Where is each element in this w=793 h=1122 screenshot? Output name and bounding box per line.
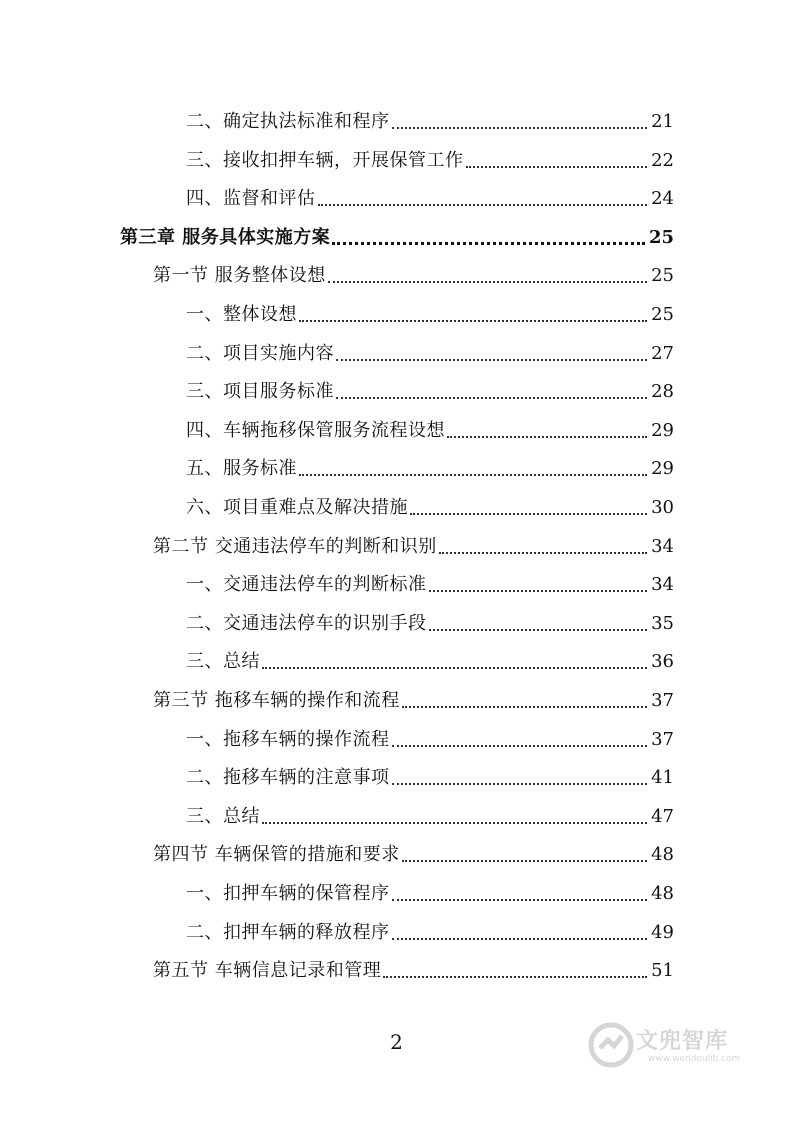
toc-leader-dots <box>410 513 647 515</box>
toc-leader-dots <box>429 629 648 631</box>
toc-leader-dots <box>429 590 648 592</box>
toc-item-entry[interactable] <box>186 608 674 636</box>
toc-entry-page: 30 <box>651 497 674 518</box>
toc-entry-title: 二、扣押车辆的释放程序 <box>186 921 390 943</box>
toc-leader-dots <box>262 822 647 824</box>
toc-entry-title: 三、总结 <box>186 651 260 673</box>
toc-entry-page: 48 <box>651 883 674 904</box>
toc-item-entry[interactable] <box>186 183 674 211</box>
toc-entry-page: 41 <box>651 767 674 789</box>
toc-leader-dots <box>318 204 648 206</box>
toc-entry-title: 二、交通违法停车的识别手段 <box>186 612 427 634</box>
toc-item-entry[interactable] <box>186 762 674 790</box>
watermark <box>588 1018 758 1074</box>
toc-entry-page: 21 <box>651 111 674 132</box>
toc-leader-dots <box>328 281 647 283</box>
toc-chapter-entry[interactable] <box>120 222 674 250</box>
toc-leader-dots <box>392 899 648 901</box>
toc-section-entry[interactable] <box>153 260 674 288</box>
toc-entry-page: 22 <box>651 149 674 171</box>
toc-entry-page: 25 <box>651 265 674 287</box>
toc-item-entry[interactable] <box>186 569 674 597</box>
toc-leader-dots <box>299 320 647 322</box>
toc-entry-title: 一、拖移车辆的操作流程 <box>186 728 390 750</box>
toc-entry-page: 28 <box>651 381 674 403</box>
toc-leader-dots <box>392 127 648 129</box>
toc-leader-dots <box>402 706 647 708</box>
toc-item-entry[interactable] <box>186 801 674 829</box>
toc-leader-dots <box>402 860 647 862</box>
toc-entry-title: 六、项目重难点及解决措施 <box>186 497 408 518</box>
toc-leader-dots <box>447 436 647 438</box>
toc-section-entry[interactable] <box>153 955 674 983</box>
toc-entry-page: 25 <box>651 304 674 325</box>
toc-entry-title: 五、服务标准 <box>186 458 297 480</box>
toc-entry-title: 三、接收扣押车辆，开展保管工作 <box>186 149 464 171</box>
toc-section-entry[interactable] <box>153 685 674 713</box>
toc-leader-dots <box>299 474 647 476</box>
toc-entry-title: 四、车辆拖移保管服务流程设想 <box>186 419 445 441</box>
toc-entry-page: 37 <box>651 728 674 750</box>
toc-leader-dots <box>466 166 648 168</box>
toc-entry-title: 第四节 车辆保管的措施和要求 <box>153 844 400 866</box>
toc-entry-title: 二、确定执法标准和程序 <box>186 111 390 132</box>
toc-item-entry[interactable] <box>186 453 674 481</box>
toc-entry-page: 24 <box>651 188 674 210</box>
toc-entry-title: 二、项目实施内容 <box>186 342 334 364</box>
toc-leader-dots <box>392 938 648 940</box>
toc-item-entry[interactable] <box>186 145 674 173</box>
toc-item-entry[interactable] <box>186 338 674 366</box>
toc-entry-page: 37 <box>651 690 674 711</box>
toc-entry-page: 36 <box>651 651 674 673</box>
watermark-logo-icon <box>588 1022 634 1068</box>
toc-entry-title: 第三节 拖移车辆的操作和流程 <box>153 690 400 711</box>
toc-entry-page: 25 <box>648 226 674 248</box>
page-number: 2 <box>390 1030 403 1054</box>
toc-item-entry[interactable] <box>186 878 674 906</box>
toc-item-entry[interactable] <box>186 415 674 443</box>
toc-entry-page: 48 <box>651 844 674 866</box>
toc-leader-dots <box>392 783 648 785</box>
toc-item-entry[interactable] <box>186 492 674 520</box>
toc-entry-title: 四、监督和评估 <box>186 188 316 210</box>
toc-entry-page: 35 <box>651 612 674 634</box>
toc-entry-page: 47 <box>651 805 674 827</box>
toc-leader-dots <box>383 976 647 978</box>
toc-entry-title: 第一节 服务整体设想 <box>153 265 326 287</box>
watermark-url: www.wendoulib.com <box>648 1054 741 1064</box>
toc-entry-page: 29 <box>651 419 674 441</box>
toc-item-entry[interactable] <box>186 376 674 404</box>
toc-entry-title: 三、总结 <box>186 805 260 827</box>
toc-leader-dots <box>336 359 647 361</box>
toc-item-entry[interactable] <box>186 299 674 327</box>
watermark-text: 文兜智库 <box>636 1029 729 1054</box>
toc-item-entry[interactable] <box>186 106 674 134</box>
toc-leader-dots <box>262 667 647 669</box>
toc-item-entry[interactable] <box>186 724 674 752</box>
toc-section-entry[interactable] <box>153 839 674 867</box>
toc-entry-page: 27 <box>651 342 674 364</box>
toc-leader-dots <box>392 745 648 747</box>
toc-entry-page: 51 <box>651 960 674 982</box>
toc-entry-title: 二、拖移车辆的注意事项 <box>186 767 390 789</box>
toc-entry-page: 49 <box>651 921 674 943</box>
toc-entry-title: 第五节 车辆信息记录和管理 <box>153 960 382 982</box>
toc-entry-title: 一、扣押车辆的保管程序 <box>186 883 390 904</box>
toc-entry-page: 29 <box>651 458 674 480</box>
toc-leader-dots <box>332 242 645 245</box>
toc-entry-page: 34 <box>651 535 674 557</box>
toc-leader-dots <box>336 397 647 399</box>
toc-entry-title: 第三章 服务具体实施方案 <box>120 226 331 248</box>
toc-entry-title: 一、整体设想 <box>186 304 297 325</box>
toc-entry-title: 三、项目服务标准 <box>186 381 334 403</box>
toc-leader-dots <box>439 552 647 554</box>
toc-item-entry[interactable] <box>186 917 674 945</box>
toc-entry-title: 一、交通违法停车的判断标准 <box>186 574 427 596</box>
toc-section-entry[interactable] <box>153 531 674 559</box>
toc-entry-title: 第二节 交通违法停车的判断和识别 <box>153 535 437 557</box>
toc-entry-page: 34 <box>651 574 674 596</box>
toc-item-entry[interactable] <box>186 646 674 674</box>
